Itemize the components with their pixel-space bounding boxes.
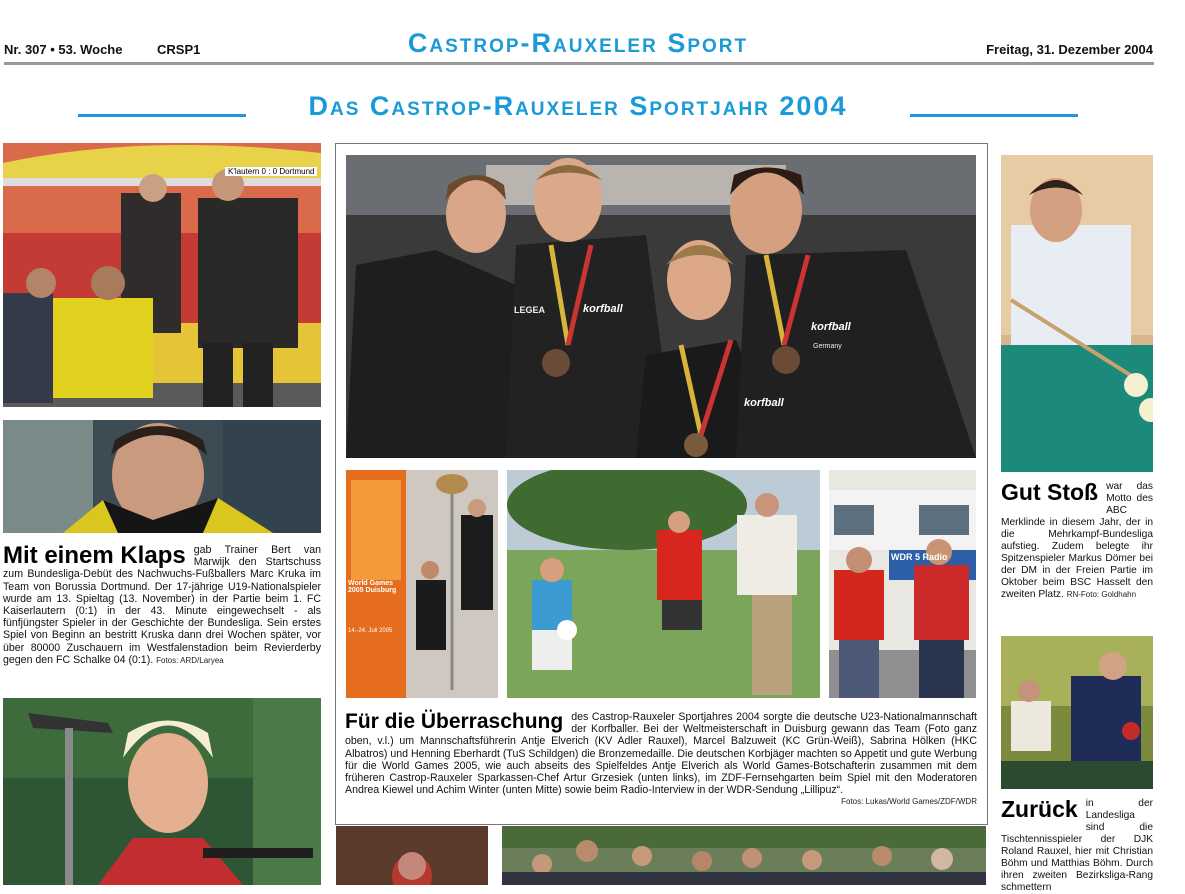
right-headline-1: Gut Stoß: [1001, 479, 1099, 505]
sponsor-logo-1: LEGEA: [514, 305, 546, 315]
photo-world-games-poster: [346, 470, 498, 698]
page-code: CRSP1: [157, 42, 201, 57]
masthead-title: Castrop-Rauxeler Sport: [407, 28, 749, 58]
center-headline: Für die Überraschung: [345, 710, 564, 733]
left-story: [3, 544, 321, 667]
header-rule: [4, 62, 1154, 65]
photo-cyclist: [3, 698, 321, 885]
right-story-2-text: in der Landesliga sind die Tischtennisspieler der DJK Roland Rauxel, hier mit Christian Böhm und Matthias Böhm. Durch ihren zweiten Bezirksliga-Rang schmettern: [1001, 798, 1153, 893]
left-photo-credit: Fotos: ARD/Laryea: [156, 655, 224, 665]
right-story-1: [1001, 481, 1153, 601]
score-overlay: K'lautern 0 : 0 Dortmund: [225, 167, 317, 176]
photo-bottom-crowd: [502, 826, 986, 885]
photo-table-tennis: [1001, 636, 1153, 789]
photo-wdr-radio-interview: [829, 470, 976, 698]
issue-date: Freitag, 31. Dezember 2004: [986, 42, 1153, 57]
center-photo-credit: Fotos: Lukas/World Games/ZDF/WDR: [841, 797, 977, 807]
right-story-2: [1001, 798, 1153, 894]
jacket-logo-2: korfball: [744, 397, 784, 409]
jacket-logo-1: korfball: [583, 303, 623, 315]
poster-dates: 14.-24. Juli 2005: [348, 628, 393, 634]
photo-stadium-bench: [3, 143, 321, 407]
center-story-text: des Castrop-Rauxeler Sportjahres 2004 sorgte die deutsche U23-Nationalmannschaft der Korfballer. Bei der Weltmeisterschaft in Duisburg gewann das Team (Foto ganz oben, v.l.) um Mannschaftsführerin Antje Elverich (KV Adler Rauxel), Marcel Balzuweit (KC Grün-Weiß), Sabrina Hölken (HKC Albatros) und Henning Eberhardt (TuS Schildgen) die Bronzemedaille. Die deutschen Korbjäger machten so Appetit und gute Werbung für die World Games 2005, wie auch abseits des Spielfeldes Antje Elverich als World Games-Botschafterin zusammen mit dem früheren Castrop-Rauxeler Sparkassen-Chef Artur Grzesiek (unten links), im ZDF-Fernsehgarten beim Spiel mit den Moderatoren Andrea Kiewel und Achim Winter (unten Mitte) sowie beim Radio-Interview in der WDR-Sendung „Lillipuz“.: [345, 711, 977, 797]
photo-zdf-garden-game: [507, 470, 820, 698]
poster-title: World Games 2005 Duisburg: [348, 580, 397, 594]
right-photo-credit-1: RN-Foto: Goldhahn: [1066, 590, 1137, 599]
center-story: [345, 711, 977, 806]
photo-korfball-team: [346, 155, 976, 458]
right-story-1-text: war das Motto des ABC Merklinde in diesem Jahr, der in die Mehrkampf-Bundesliga aufstieg. Zudem belegte ihr Spitzenspieler Markus Dömer bei der DM in der Freien Partie im Oktober beim BSC Hasselt den zweiten Platz.: [1001, 481, 1153, 600]
left-story-text: gab Trainer Bert van Marwijk den Startschuss zum Bundesliga-Debüt des Nachwuchs-Fußballers Marc Kruka im Team von Borussia Dortmund. Der 17-jährige U19-Nationalspieler wurde am 13. Spieltag (13. November) in der Partie beim 1. FC Kaiserlautern (0:1) in der 43. Minute eingewechselt - als fünfjüngster Spieler in der Geschichte der Bundesliga. Sein erstes Spiel von Beginn an bestritt Kruska dann drei Wochen später, vor über 80000 Zuschauern im Westfalenstadion beim Revierderby gegen den FC Schalke 04 (0:1).: [3, 544, 321, 666]
photo-kruska-portrait: [3, 420, 321, 533]
jacket-logo-3: korfball: [811, 321, 851, 333]
banner-title: Das Castrop-Rauxeler Sportjahr 2004: [308, 91, 848, 121]
jacket-country: Germany: [813, 343, 842, 350]
issue-number: Nr. 307 • 53. Woche: [4, 42, 123, 57]
photo-billiards-player: [1001, 155, 1153, 472]
banner-line-right: [910, 114, 1078, 117]
left-headline: Mit einem Klaps: [3, 542, 186, 569]
right-headline-2: Zurück: [1001, 796, 1078, 822]
photo-bottom-left: [336, 826, 488, 885]
van-label: WDR 5 Radio: [891, 552, 948, 562]
